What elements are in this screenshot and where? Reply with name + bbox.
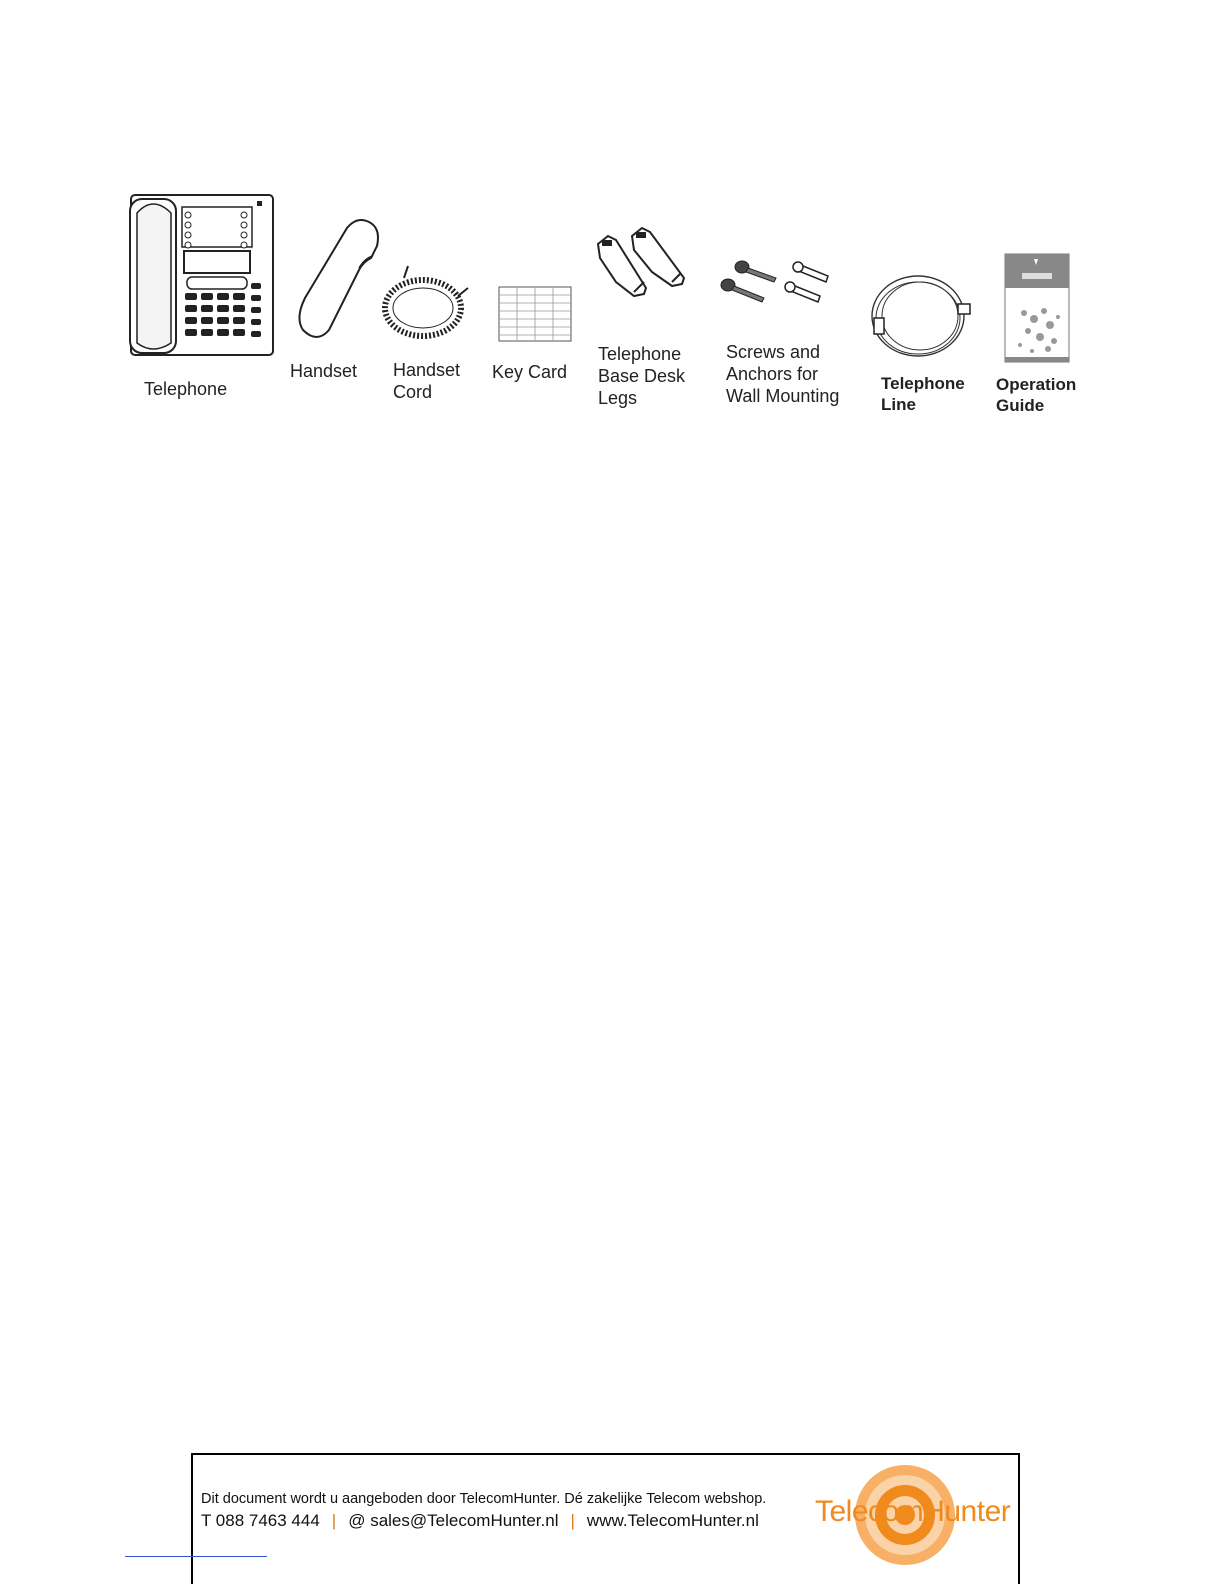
footer-banner: [191, 1453, 1020, 1584]
handset-cord-illustration: [378, 262, 473, 342]
footer-website[interactable]: www.TelecomHunter.nl: [586, 1511, 759, 1530]
key-card-illustration: [498, 286, 572, 342]
footer-separator: |: [570, 1511, 575, 1530]
operation-guide-illustration: [1004, 253, 1070, 365]
footer-link-underline: [125, 1556, 267, 1557]
telephone-line-illustration: [866, 272, 974, 362]
item-label-operation-guide: Operation Guide: [996, 375, 1077, 415]
item-label-screws: Screws and Anchors for Wall Mounting: [726, 342, 840, 406]
telephone-illustration: [127, 193, 277, 358]
item-label-handset-cord: Handset Cord: [393, 360, 461, 402]
item-label-telephone-line: Telephone Line: [881, 374, 965, 414]
item-label-desk-legs: Telephone Base Desk Legs: [598, 344, 686, 408]
handset-illustration: [295, 218, 385, 343]
footer-email[interactable]: @ sales@TelecomHunter.nl: [348, 1511, 559, 1530]
footer-tagline: Dit document wordt u aangeboden door TelecomHunter. Dé zakelijke Telecom webshop.: [201, 1491, 767, 1507]
item-label-telephone: Telephone: [144, 379, 228, 399]
footer-separator: |: [331, 1511, 337, 1530]
item-label-key-card: Key Card: [492, 362, 568, 382]
footer-phone: T 088 7463 444: [201, 1511, 320, 1530]
brand-logo-text: TelecomHunter: [815, 1495, 1011, 1528]
desk-legs-illustration: [594, 222, 694, 302]
screws-illustration: [718, 258, 838, 308]
footer-contact: [201, 1511, 759, 1531]
item-label-handset: Handset: [290, 361, 358, 381]
